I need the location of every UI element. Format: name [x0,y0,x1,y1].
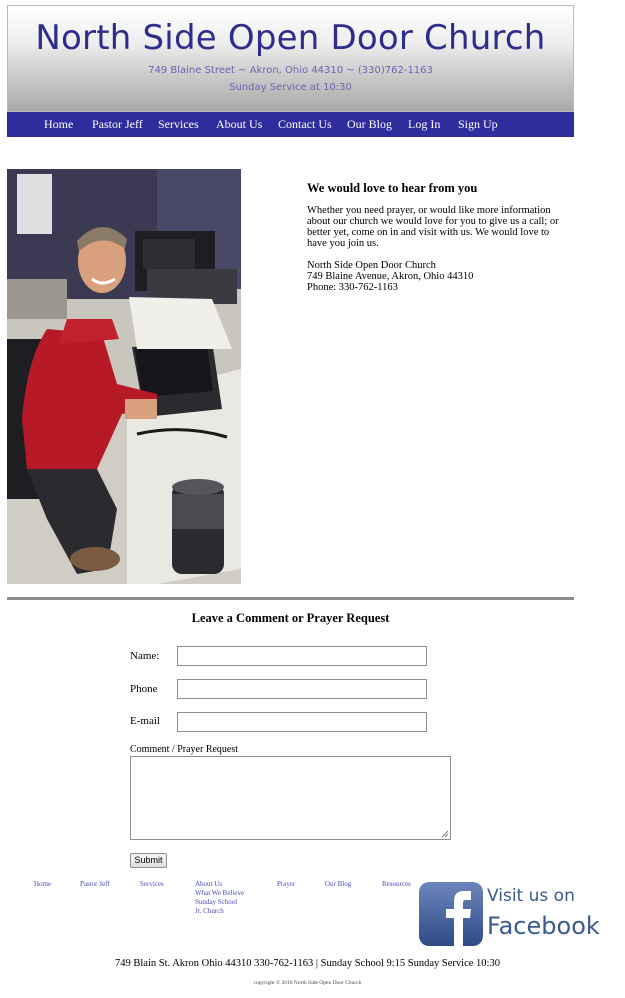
nav-about-us[interactable]: About Us [216,117,263,131]
phone-input[interactable] [177,679,427,699]
footer-copyright: copyright © 2016 North Side Open Door Church [253,980,362,986]
nav-contact-us[interactable]: Contact Us [278,117,332,131]
footer-nav-resources[interactable]: Resources [382,880,411,888]
footer-info: 749 Blain St. Akron Ohio 44310 330-762-1163 | Sunday School 9:15 Sunday Service 10:30 [115,958,500,969]
facebook-visit-text: Visit us on [487,886,575,906]
facebook-badge[interactable] [419,881,609,947]
header-service-time: Sunday Service at 10:30 [229,82,352,93]
nav-services[interactable]: Services [158,117,199,131]
nav-pastor-jeff[interactable]: Pastor Jeff [92,117,143,131]
email-label: E-mail [130,715,160,727]
facebook-logo-icon [419,882,483,946]
email-input[interactable] [177,712,427,732]
site-header [7,5,574,112]
footer-nav-jr-church[interactable]: Jr. Church [195,907,224,915]
name-input[interactable] [177,646,427,666]
name-label: Name: [130,650,160,662]
footer-nav-pastor-jeff[interactable]: Pastor Jeff [80,880,110,888]
contact-org-name: North Side Open Door Church [307,260,436,271]
footer-nav-our-blog[interactable]: Our Blog [325,880,352,888]
footer-nav-about-group [195,880,244,916]
pastor-photo [7,169,241,584]
comment-label: Comment / Prayer Request [130,744,239,755]
nav-sign-up[interactable]: Sign Up [458,117,498,131]
nav-our-blog[interactable]: Our Blog [347,117,392,131]
contact-message: Whether you need prayer, or would like more information about our church we would love for you to give us a call; or better yet, come on in and visit with us. We would love to have you join us. [307,205,559,249]
contact-street: 749 Blaine Avenue, Akron, Ohio 44310 [307,271,474,282]
footer-nav-about-us[interactable]: About Us [195,880,223,888]
footer-nav-home[interactable]: Home [34,880,52,888]
contact-heading: We would love to hear from you [307,181,478,195]
nav-home[interactable]: Home [44,117,74,131]
footer-nav-prayer[interactable]: Prayer [277,880,296,888]
facebook-brand-text: Facebook [487,912,600,940]
header-address: 749 Blaine Street ~ Akron, Ohio 44310 ~ (330)762-1163 [148,65,433,76]
footer-nav-services[interactable]: Services [140,880,164,888]
contact-info [307,181,570,293]
form-title: Leave a Comment or Prayer Request [191,611,390,625]
section-divider [7,597,574,600]
resize-handle-icon[interactable] [441,830,449,838]
footer-nav-sunday-school[interactable]: Sunday School [195,898,238,906]
main-nav [7,112,574,137]
contact-phone: Phone: 330-762-1163 [307,282,398,293]
nav-log-in[interactable]: Log In [408,117,441,131]
comment-textarea[interactable] [130,756,451,840]
site-title: North Side Open Door Church [35,18,546,58]
footer-nav-what-we-believe[interactable]: What We Believe [195,889,245,897]
phone-label: Phone [130,683,158,695]
submit-button[interactable]: Submit [130,853,167,868]
